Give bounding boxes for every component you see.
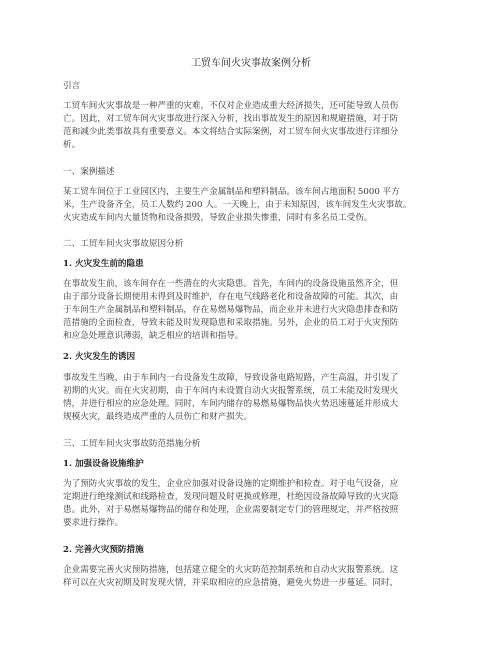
paragraph-line: 亡。因此，对工贸车间火灾事故进行深入分析，找出事故发生的原因和规避措施，对于防 [63, 114, 399, 124]
paragraph-line: 工贸车间火灾事故是一种严重的灾难，不仅对企业造成重大经济损失，还可能导致人员伤 [63, 101, 399, 111]
subsection-heading: 1. 火灾发生前的隐患 [63, 259, 144, 269]
paragraph-line: 要求进行操作。 [63, 518, 124, 528]
paragraph-line: 由于部分设备长期使用未得到及时维护，存在电气线路老化和设备故障的可能。其次，由 [63, 292, 399, 302]
paragraph-line: 范和减少此类事故具有重要意义。本文将结合实际案例，对工贸车间火灾事故进行详细分 [63, 127, 399, 137]
section-heading: 一、案例描述 [63, 167, 115, 177]
subsection-heading: 2. 火灾发生的诱因 [63, 352, 136, 362]
paragraph-line: 定期进行绝缘测试和线路检查，发现问题及时更换或修理，杜绝因设备故障导致的火灾隐 [63, 492, 399, 502]
subsection-heading: 2. 完善火灾预防措施 [63, 545, 144, 555]
paragraph-line: 患。此外，对于易燃易爆物品的储存和处理，企业需要制定专门的管理规定，并严格按照 [63, 505, 399, 515]
paragraph-line: 某工贸车间位于工业园区内，主要生产金属制品和塑料制品。该车间占地面积 5000 平方 [63, 187, 400, 197]
subsection-heading: 1. 加强设备设施维护 [63, 459, 144, 469]
paragraph-line: 米，生产设备齐全，员工人数约 200 人。一天晚上，由于未知原因，该车间发生火灾事故。 [63, 200, 412, 210]
document-title: 工贸车间火灾事故案例分析 [191, 58, 311, 69]
section-heading: 三、工贸车间火灾事故防范措施分析 [63, 439, 201, 449]
section-heading-intro: 引言 [63, 81, 81, 91]
paragraph-line: 火灾造成车间内大量货物和设备损毁，导致企业损失惨重，同时有多名员工受伤。 [63, 213, 373, 223]
paragraph-line: 于车间生产金属制品和塑料制品，存在易燃易爆物品，而企业并未进行火灾隐患排查和防 [63, 305, 399, 315]
section-heading: 二、工贸车间火灾事故原因分析 [63, 239, 184, 249]
paragraph-line: 在事故发生前，该车间存在一些潜在的火灾隐患。首先，车间内的设备设施虽然齐全，但 [63, 279, 399, 289]
paragraph-line: 企业需要完善火灾预防措施，包括建立健全的火灾防范控制系统和自动火灾报警系统。这 [63, 565, 399, 575]
paragraph-line: 初期的火灾。而在火灾初期，由于车间内未设置自动火灾报警系统，员工未能及时发现火 [63, 386, 399, 396]
paragraph-line: 析。 [63, 140, 81, 150]
paragraph-line: 范措施的全面检查，导致未能及时发现隐患和采取措施。另外，企业的员工对于火灾预防 [63, 318, 399, 328]
paragraph-line: 样可以在火灾初期及时发现火情，并采取相应的应急措施，避免火势进一步蔓延。同时， [63, 578, 399, 588]
paragraph-line: 和应急处理意识薄弱，缺乏相应的培训和指导。 [63, 331, 244, 341]
paragraph-line: 为了预防火灾事故的发生，企业应加强对设备设施的定期维护和检查。对于电气设备，应 [63, 479, 399, 489]
paragraph-line: 事故发生当晚，由于车间内一台设备发生故障，导致设备电路短路，产生高温，并引发了 [63, 373, 399, 383]
paragraph-line: 规模火灾，最终造成严重的人员伤亡和财产损失。 [63, 412, 253, 422]
paragraph-line: 情，并进行相应的应急处理。同时，车间内储存的易燃易爆物品快火势迅速蔓延并形成大 [63, 399, 399, 409]
